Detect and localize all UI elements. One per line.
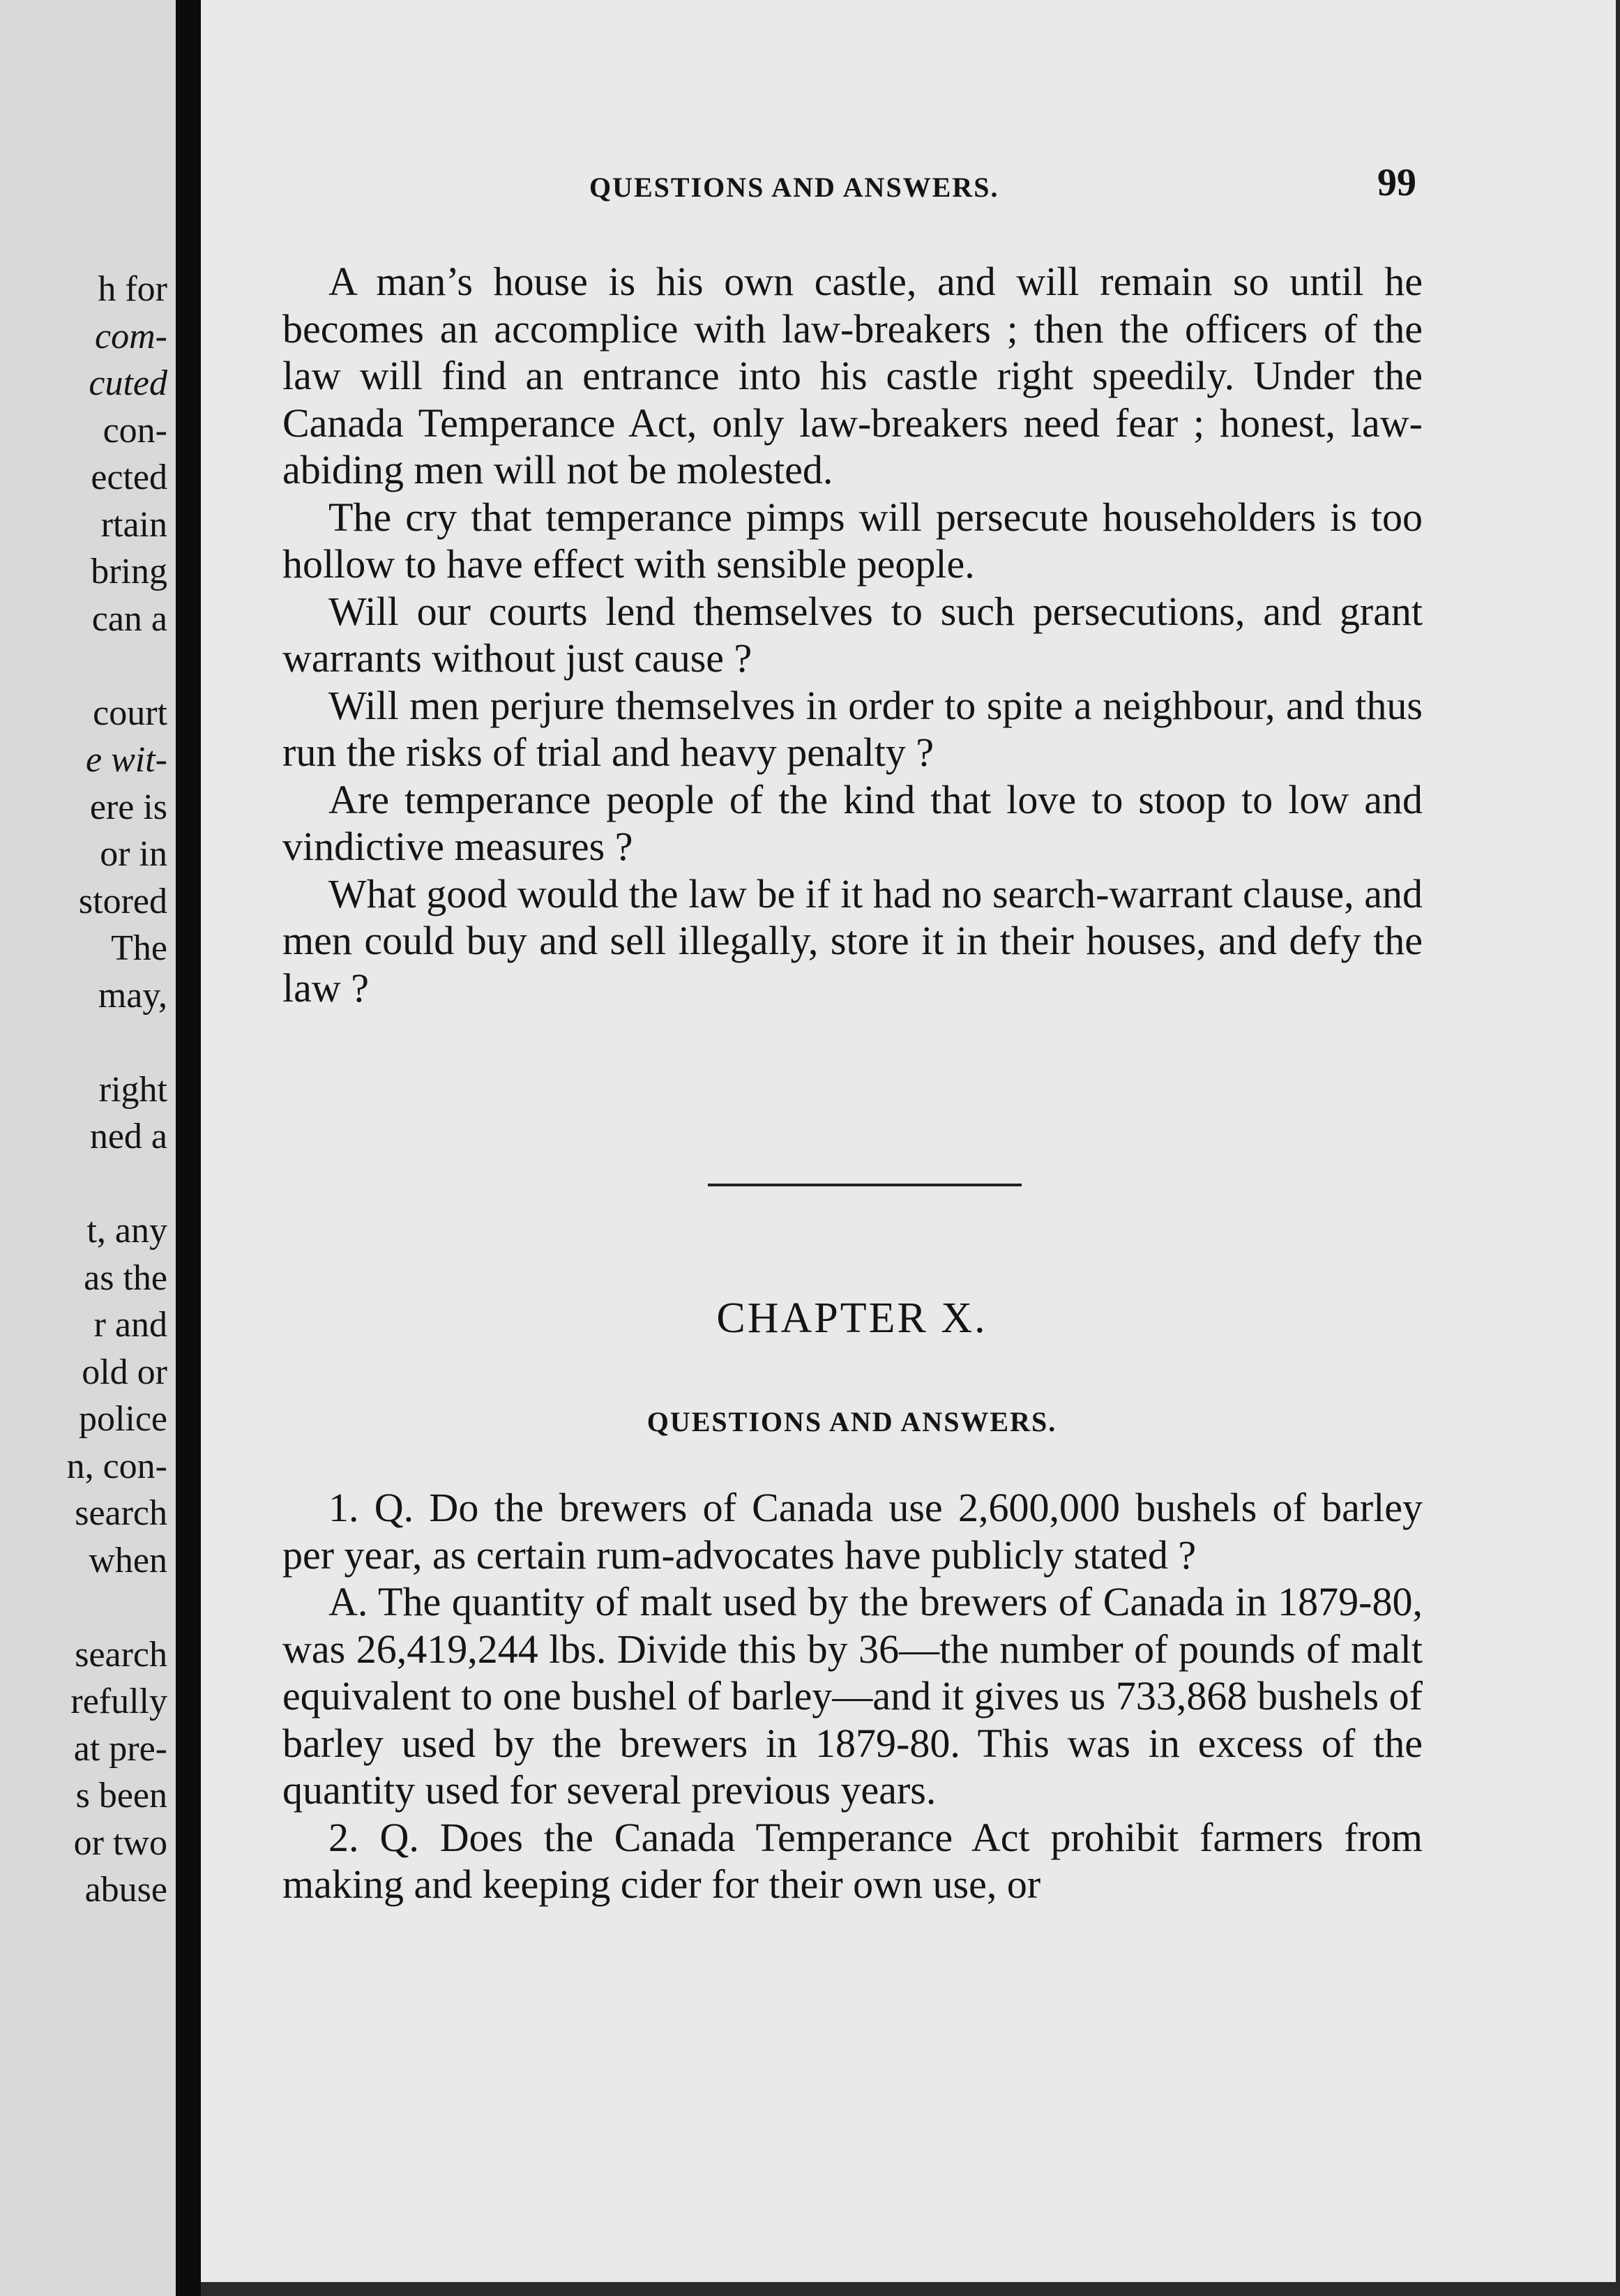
paragraph: Will our courts lend themselves to such persecutions, and grant warrants without just cause ? [282,588,1423,681]
question-paragraph: 2. Q. Does the Canada Temperance Act prohibit farmers from making and keeping cider for their own use, or [282,1814,1423,1907]
answer-paragraph: A. The quantity of malt used by the brewers of Canada in 1879-80, was 26,419,244 lbs. Divide this by 36—the number of pounds of malt equivalent to one bushel of barley—and it gives us 733,868 bushels of barley used by the brewers in 1879-80. This was in excess of the quantity used for several previous years. [282,1579,1423,1813]
paragraph: A man’s house is his own castle, and will remain so until he becomes an accomplice with law-breakers ; then the officers of the law will find an entrance into his castle right speedily. Under the Canada Temperance Act, only law-breakers need fear ; honest, law-abiding men will not be molested. [282,259,1423,492]
facing-page-line-fragment: ere is [89,787,167,827]
paragraph: Are temperance people of the kind that love to stoop to low and vindictive measures ? [282,776,1423,869]
facing-page-line-fragment: court [93,693,167,733]
facing-page-line-fragment: old or [82,1352,167,1392]
paragraph: The cry that temperance pimps will persecute householders is too hollow to have effect with sensible people. [282,494,1423,587]
facing-page-line-fragment: rtain [100,504,167,545]
facing-page-line-fragment: h for [98,269,167,309]
facing-page-line-fragment: stored [78,881,167,921]
facing-page-line-fragment: n, con- [66,1446,167,1486]
chapter-title: CHAPTER X. [716,1294,987,1342]
facing-page-line-fragment: cuted [89,363,167,403]
facing-page-line-fragment: may, [98,975,167,1015]
facing-page-fragment [0,0,176,2296]
facing-page-line-fragment: con- [103,410,167,451]
facing-page-line-fragment: can a [91,598,167,639]
facing-page-line-fragment: r and [93,1305,167,1345]
facing-page-line-fragment: police [78,1399,167,1439]
page-number: 99 [1377,161,1416,204]
page-edge-bottom [201,2282,1620,2296]
chapter-subtitle: QUESTIONS AND ANSWERS. [646,1406,1057,1437]
facing-page-line-fragment: t, any [86,1211,167,1251]
running-head: QUESTIONS AND ANSWERS. [589,172,999,203]
facing-page-line-fragment: refully [70,1682,167,1721]
facing-page-line-fragment: bring [91,552,167,591]
facing-page-line-fragment: when [89,1540,167,1580]
book-gutter [176,0,201,2296]
facing-page-line-fragment: as the [84,1257,167,1298]
facing-page-line-fragment: or in [100,834,167,874]
facing-page-line-fragment: s been [75,1776,167,1815]
top-text-block [282,258,1423,1011]
facing-page-line-fragment: com- [95,316,167,356]
facing-page-line-fragment: search [75,1493,167,1533]
paragraph: What good would the law be if it had no search-warrant clause, and men could buy and sell illegally, store it in their houses, and defy the law ? [282,870,1423,1011]
facing-page-line-fragment: ned a [89,1117,167,1156]
question-paragraph: 1. Q. Do the brewers of Canada use 2,600,000 bushels of barley per year, as certain rum-advocates have publicly stated ? [282,1485,1423,1578]
facing-page-line-fragment: or two [73,1822,167,1863]
page-edge-right [1616,0,1620,2296]
facing-page-line-fragment: search [75,1634,167,1675]
facing-page-line-fragment: e wit- [86,740,167,780]
bottom-text-block [282,1484,1423,1908]
section-divider-rule [708,1184,1022,1186]
facing-page-line-fragment: ected [91,458,167,497]
facing-page-line-fragment: at pre- [73,1728,167,1769]
facing-page-line-fragment: The [111,928,167,968]
paragraph: Will men perjure themselves in order to spite a neighbour, and thus run the risks of trial and heavy penalty ? [282,682,1423,775]
facing-page-line-fragment: abuse [84,1870,167,1910]
facing-page-line-fragment: right [98,1069,167,1110]
